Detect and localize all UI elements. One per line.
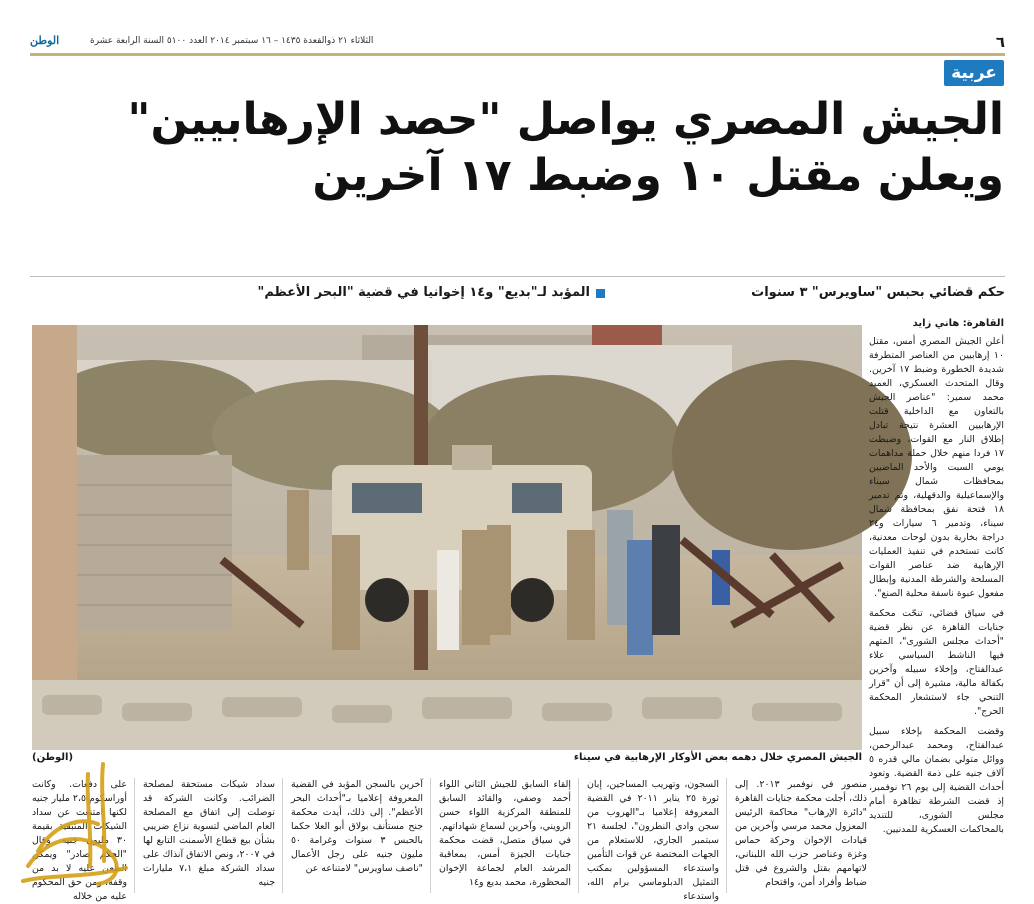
bottom-column-2 bbox=[587, 778, 719, 902]
column-divider bbox=[726, 778, 727, 893]
subheads bbox=[30, 285, 1005, 305]
page-number: ٦ bbox=[995, 33, 1005, 51]
folio-strip bbox=[30, 33, 1005, 51]
section-tag: عربية bbox=[944, 60, 1004, 86]
paragraph: في سياق قضائي، تنحّت محكمة جنايات القاهرة عن نظر قضية "أحداث مجلس الشورى"، المتهم فيها الناشط السياسي علاء عبدالفتاح، وإخلاء سبيله وآخرين بكفالة مالية، مشيرة إلى أن "قرار التنحي جاء لاستشعار المحكمة الحرج". bbox=[869, 608, 1004, 717]
paragraph: وقضت المحكمة بإخلاء سبيل عبدالفتاح، ومحمد عبدالرحمن، ووائل متولي بضمان مالي قدره ٥ آلاف جنيه على ذمة القضية. وتعود أحداث القضية إلى يوم ٢٦ نوفمبر، إذ قضت الشرطة تظاهرة أمام مجلس الشورى، للتنديد بالمحاكمات العسكرية للمدنيين. bbox=[869, 726, 1004, 835]
subhead-1: حكم قضائي بحبس "ساويرس" ٣ سنوات bbox=[751, 285, 1005, 300]
issue-date-line: الثلاثاء ٢١ ذوالقعدة ١٤٣٥ – ١٦ سبتمبر ٢٠١٤ العدد ٥١٠٠ السنة الرابعة عشرة bbox=[90, 36, 374, 46]
column-text: السجون، وتهريب المساجين، إبان ثورة ٢٥ يناير ٢٠١١ في القضية المعروفة إعلاميا بـ"الهروب من سجن وادي النطرون"، لجلسة ٢١ سبتمبر الجاري، للاستعلام من الجهات المختصة عن قوات التأمين واستدعاء المسؤولين بمكتب التمثيل الدبلوماسي برام الله، واستدعاء bbox=[587, 779, 719, 902]
paragraph: أعلن الجيش المصري أمس، مقتل ١٠ إرهابيين من العناصر المتطرفة شديدة الخطورة وضبط ١٧ آخرين. وقال المتحدث العسكري، العميد محمد سمير: "عناصر الجيش بالتعاون مع الداخلية قتلت الإرهابيين العشرة نتيجة تبادل إطلاق النار مع القوات، وضبطت ١٧ فردا منهم خلال حملة مداهمات يومي السبت والأحد الماضيين بمحافظات شمال سيناء والإسماعيلية والدقهلية، وتم تدمير ١٨ فتحة نفق بمحافظة شمال سيناء، وتدمير ٦ سيارات و٢٤ دراجة بخارية بدون لوحات معدنية، كانت تستخدم في تنفيذ العمليات الإرهابية ضد عناصر القوات المسلحة والشرطة المدنية وإبطال مفعول عبوة ناسفة محلية الصنع". bbox=[869, 336, 1004, 599]
bottom-column-4 bbox=[291, 778, 423, 893]
column-text: منصور في نوفمبر ٢٠١٣. إلى ذلك، أجلت محكمة جنايات القاهرة "دائرة الإرهاب" محاكمة الرئيس المعزول محمد مرسي وآخرين من قيادات الإخوان وحركة حماس وغزة وعناصر حزب الله اللبناني، لاتهامهم بقتل والشروع في قتل ضباط وأفراد أمن، واقتحام bbox=[735, 779, 867, 888]
headline-line-2: ويعلن مقتل ١٠ وضبط ١٧ آخرين bbox=[312, 150, 1004, 201]
bullet-square-icon bbox=[596, 289, 605, 298]
folio-rule bbox=[30, 53, 1005, 56]
photo-caption bbox=[32, 752, 862, 768]
subhead-2: المؤبد لـ"بديع" و١٤ إخوانيا في قضية "البحر الأعظم" bbox=[257, 285, 590, 300]
photo-credit: (الوطن) bbox=[32, 752, 74, 763]
caption-text: الجيش المصري خلال دهمه بعض الأوكار الإرهابية في سيناء bbox=[573, 752, 862, 763]
masthead-logo: الوطن bbox=[30, 34, 60, 47]
watermark-logo bbox=[8, 756, 138, 896]
column-text: إلقاء السابق للجيش الثاني اللواء أحمد وصفي، والقائد السابق للمنطقة المركزية اللواء حسن الرويني، وآخرين لسماع شهاداتهم. في سياق متصل، قضت محكمة جنايات الجيزة أمس، بمعاقبة المرشد العام لجماعة الإخوان المحظورة، محمد بديع و١٤ bbox=[439, 779, 571, 888]
byline: القاهرة: هاني زايد bbox=[912, 318, 1004, 329]
bottom-column-1 bbox=[735, 778, 867, 893]
headline-rule bbox=[30, 276, 1005, 277]
column-text: سداد شيكات مستحقة لمصلحة الضرائب. وكانت الشركة قد توصلت إلى اتفاق مع المصلحة العام الماضي لتسوية نزاع ضريبي بشأن بيع قطاع الأسمنت التابع لها في ٢٠٠٧، ونص الاتفاق آنذاك على سداد الشركة مبلغ ٧،١ مليارات جنيه bbox=[143, 779, 276, 888]
article-right-column bbox=[869, 318, 1004, 835]
bottom-column-5 bbox=[143, 778, 275, 893]
column-divider bbox=[430, 778, 431, 893]
news-photo bbox=[32, 325, 862, 750]
column-text: على دفعات. وكانت أوراسكوم ٢،٥ مليار جنيه لكنها امتنعت عن سداد الشيكات المتبقية بقيمة ٣٠ مليون جنيه. وقال "الحكم صادر" ويمكن الطعن عليه لا بد من وقفه، ومن حق المحكوم عليه من خلاله bbox=[32, 779, 127, 902]
column-text: آخرين بالسجن المؤبد في القضية المعروفة إعلاميا بـ"أحداث البحر الأعظم". إلى ذلك، أيدت محكمة جنح مستأنف بولاق أبو العلا حكما بالحبس ٣ سنوات وغرامة ٥٠ مليون جنيه على رجل الأعمال "ناصف ساويرس" لامتناعه عن bbox=[291, 779, 423, 874]
bottom-column-3 bbox=[439, 778, 571, 893]
photo-army-raid bbox=[32, 325, 862, 750]
column-divider bbox=[282, 778, 283, 893]
headline bbox=[44, 92, 1004, 204]
column-divider bbox=[578, 778, 579, 893]
headline-line-1: الجيش المصري يواصل "حصد الإرهابيين" bbox=[127, 94, 1004, 145]
article-bottom-columns bbox=[32, 778, 1007, 902]
